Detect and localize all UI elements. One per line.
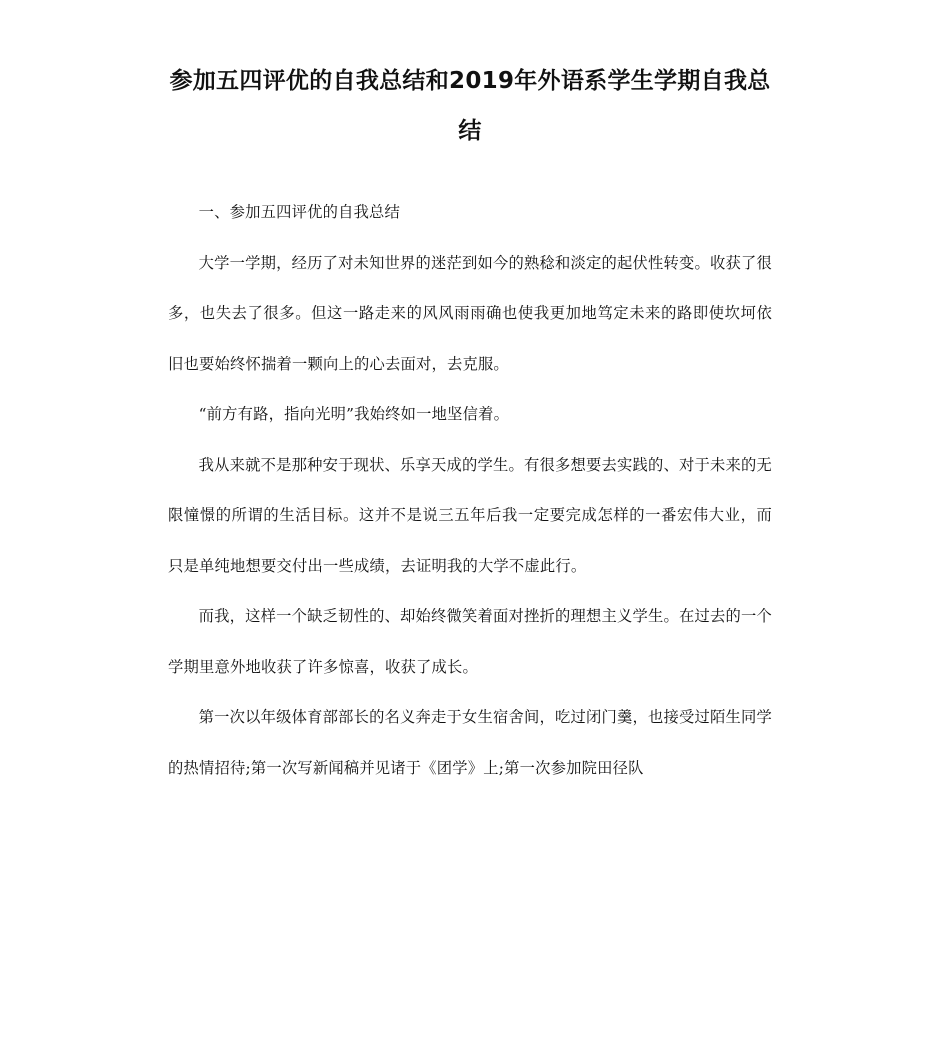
document-page [168, 56, 772, 793]
body-paragraph: “前方有路，指向光明”我始终如一地坚信着。 [198, 405, 510, 423]
body-paragraph: 我从来就不是那种安于现状、乐享天成的学生。有很多想要去实践的、对于未来的无限憧憬的所谓的生活目标。这并不是说三五年后我一定要完成怎样的一番宏伟大业，而只是单纯地想要交付出一些成绩，去证明我的大学不虚此行。 [168, 455, 772, 575]
section-heading: 一、参加五四评优的自我总结 [198, 203, 401, 221]
body-paragraph: 大学一学期，经历了对未知世界的迷茫到如今的熟稔和淡定的起伏性转变。收获了很多，也失去了很多。但这一路走来的风风雨雨确也使我更加地笃定未来的路即使坎坷依旧也要始终怀揣着一颗向上的心去面对，去克服。 [168, 253, 772, 373]
body-paragraph: 第一次以年级体育部部长的名义奔走于女生宿舍间，吃过闭门羹，也接受过陌生同学的热情招待;第一次写新闻稿并见诸于《团学》上;第一次参加院田径队 [168, 708, 772, 777]
document-body [168, 187, 772, 793]
body-paragraph: 而我，这样一个缺乏韧性的、却始终微笑着面对挫折的理想主义学生。在过去的一个学期里意外地收获了许多惊喜，收获了成长。 [168, 607, 772, 676]
document-title: 参加五四评优的自我总结和2019年外语系学生学期自我总结 [169, 68, 771, 144]
